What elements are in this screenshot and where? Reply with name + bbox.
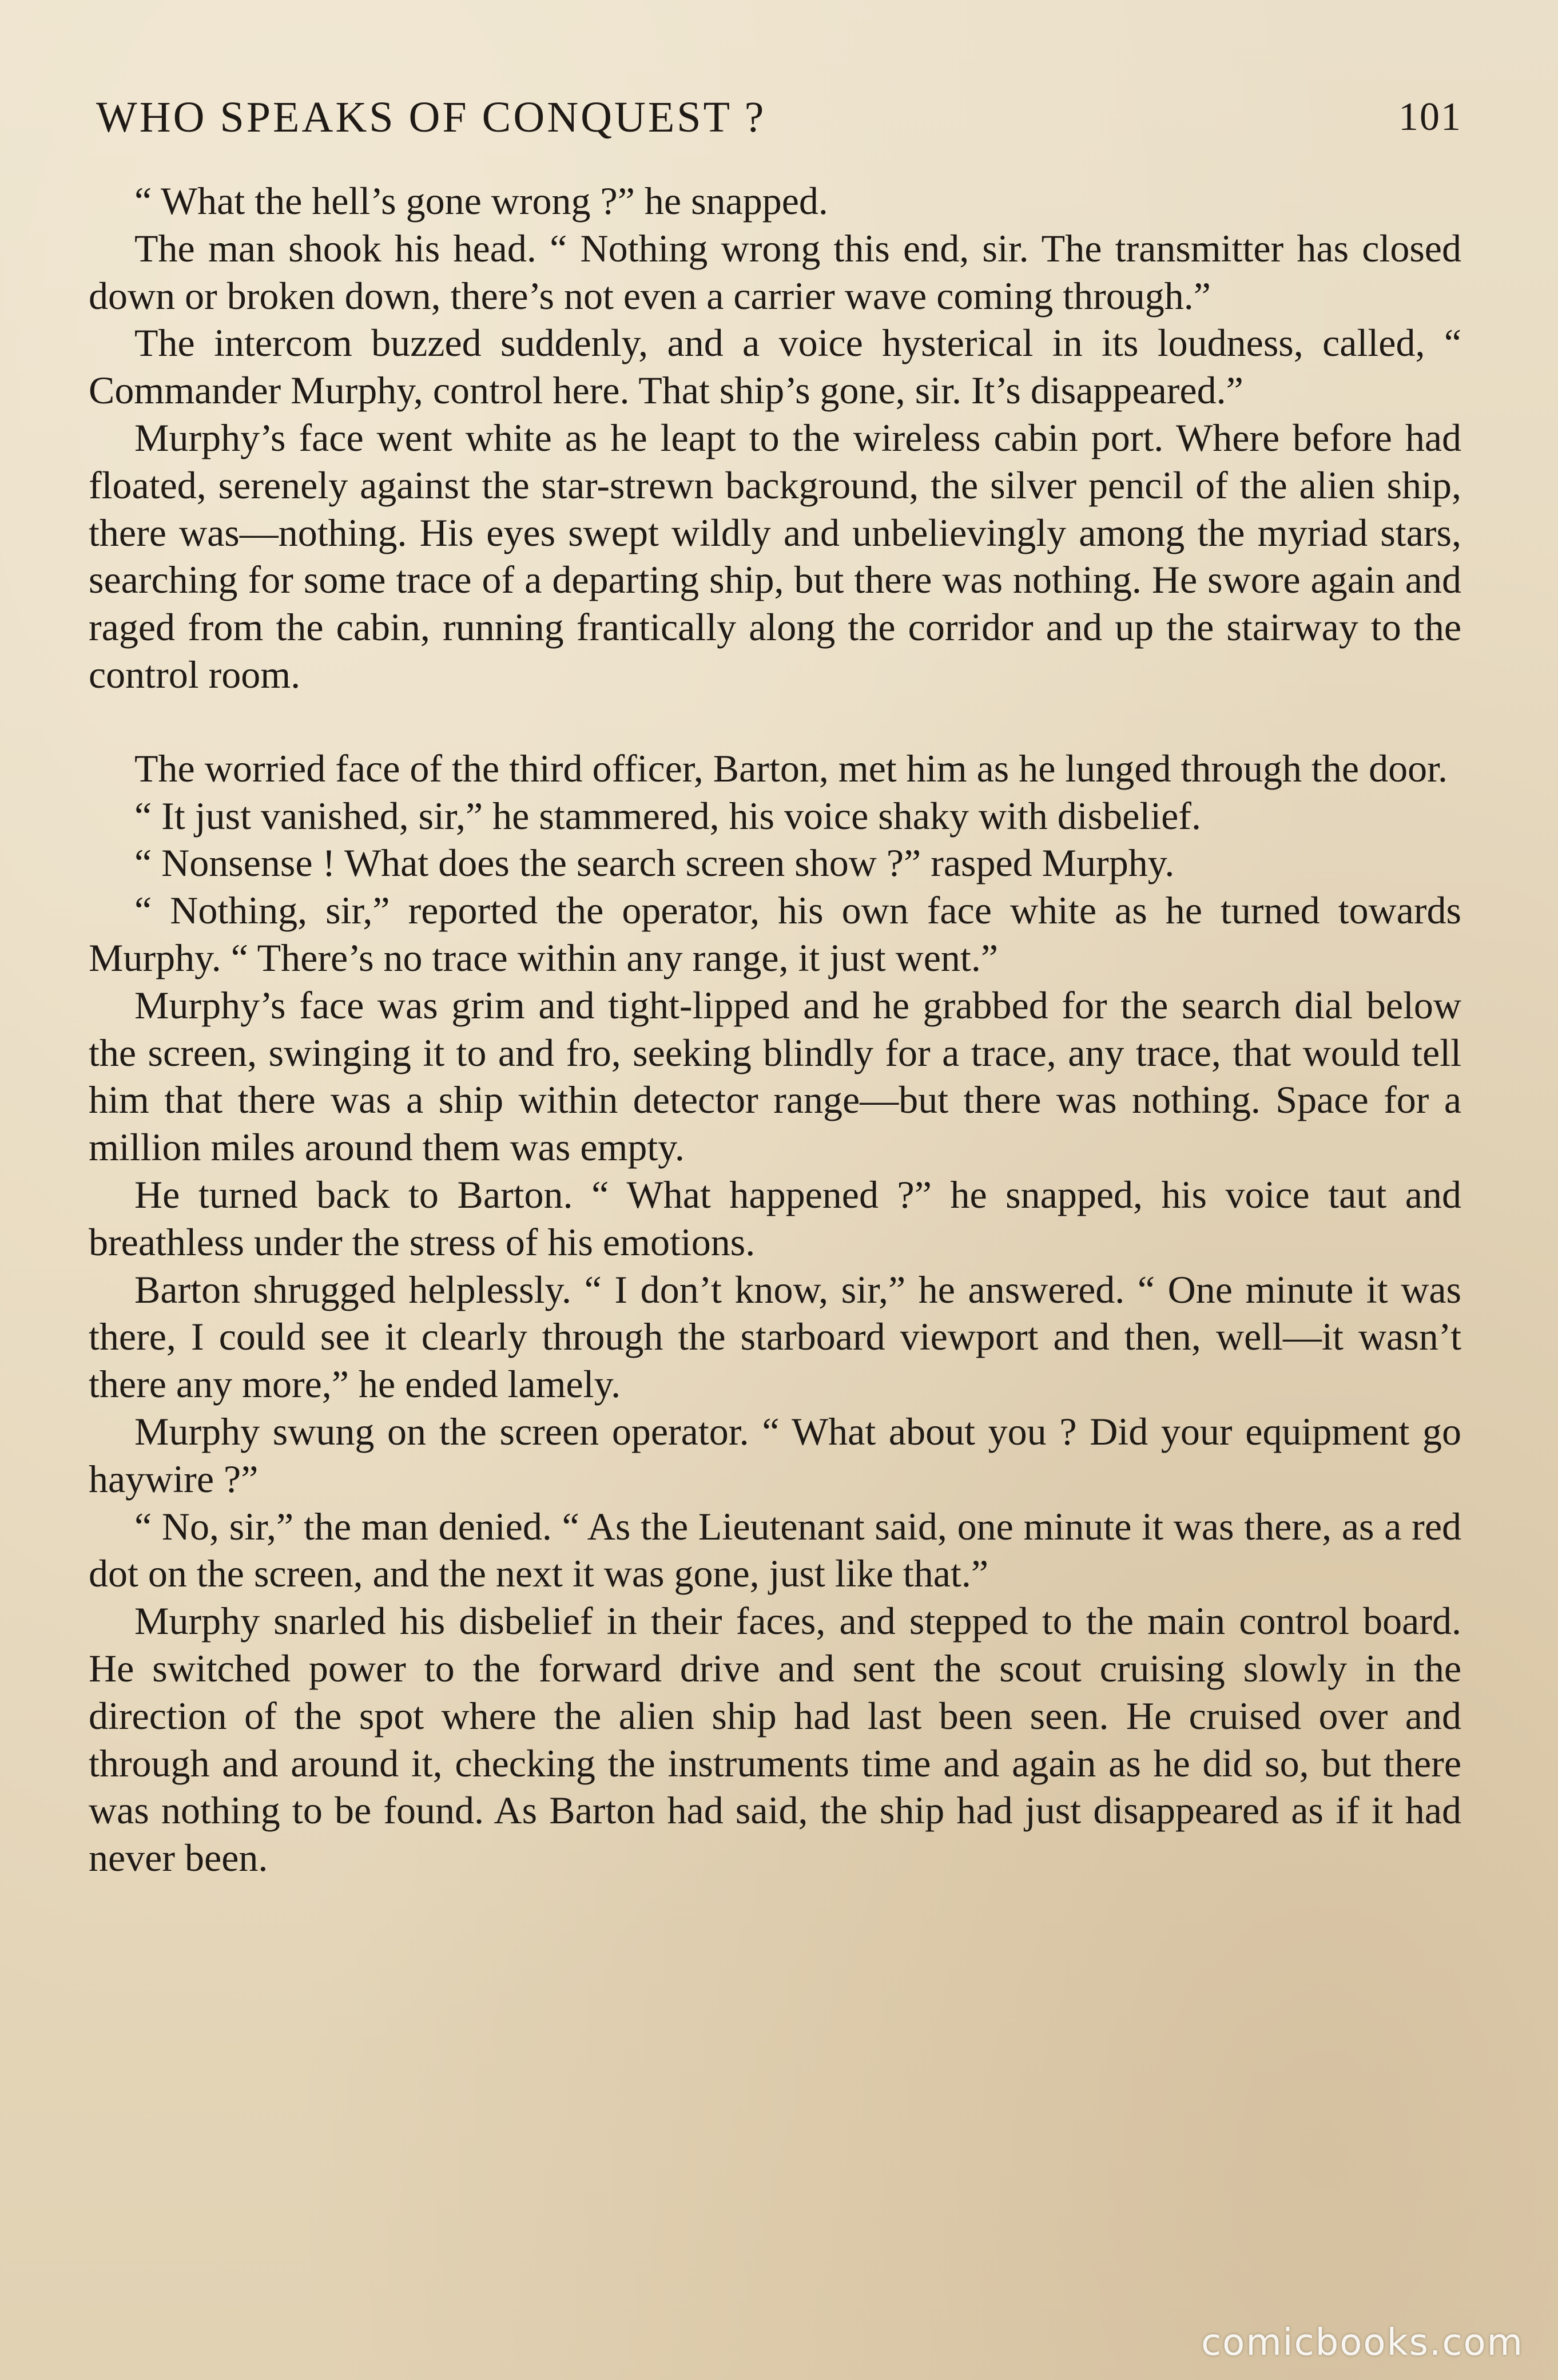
paragraph: Murphy swung on the screen operator. “ What about you ? Did your equipment go haywire ?” [89, 1409, 1461, 1501]
page-body [89, 177, 1461, 1882]
paragraph: The worried face of the third officer, Barton, met him as he lunged through the door. [134, 746, 1448, 790]
page-header [96, 86, 1462, 149]
paragraph: Murphy’s face was grim and tight-lipped and he grabbed for the search dial below the screen, swinging it to and fro, seeking blindly for a trace, any trace, that would tell him that there was a ship within detector range—but there was nothing. Space for a million miles around them was empty. [89, 983, 1461, 1169]
running-head: WHO SPEAKS OF CONQUEST ? [96, 93, 766, 141]
paragraph: “ What the hell’s gone wrong ?” he snapped. [134, 179, 828, 223]
paragraph: “ Nothing, sir,” reported the operator, his own face white as he turned towards Murphy. “ There’s no trace within any range, it just went.” [89, 888, 1461, 979]
paragraph: He turned back to Barton. “ What happened ?” he snapped, his voice taut and breathless under the stress of his emotions. [89, 1172, 1461, 1264]
paragraph: Murphy snarled his disbelief in their faces, and stepped to the main control board. He switched power to the forward drive and sent the scout cruising slowly in the direction of the spot where the alien ship had last been seen. He cruised over and through and around it, checking the instruments time and again as he did so, but there was nothing to be found. As Barton had said, the ship had just disappeared as if it had never been. [89, 1599, 1461, 1880]
watermark: comicbooks.com [1201, 2322, 1524, 2364]
paragraph: The man shook his head. “ Nothing wrong this end, sir. The transmitter has closed down or broken down, there’s not even a carrier wave coming through.” [89, 226, 1461, 318]
paragraph: Barton shrugged helplessly. “ I don’t know, sir,” he answered. “ One minute it was there, I could see it clearly through the starboard viewport and then, well—it wasn’t there any more,” he ended lamely. [89, 1267, 1461, 1406]
page-number: 101 [1398, 95, 1462, 139]
paragraph: The intercom buzzed suddenly, and a voice hysterical in its loudness, called, “ Commander Murphy, control here. That ship’s gone, sir. It’s disappeared.” [89, 321, 1461, 412]
paragraph: “ Nonsense ! What does the search screen show ?” rasped Murphy. [134, 841, 1175, 885]
paragraph: Murphy’s face went white as he leapt to the wireless cabin port. Where before had floated, serenely against the star-strewn background, the silver pencil of the alien ship, there was—nothing. His eyes swept wildly and unbelievingly among the myriad stars, searching for some trace of a departing ship, but there was nothing. He swore again and raged from the cabin, running frantically along the corridor and up the stairway to the control room. [89, 415, 1461, 696]
paragraph: “ It just vanished, sir,” he stammered, his voice shaky with disbelief. [134, 794, 1201, 838]
paragraph: “ No, sir,” the man denied. “ As the Lieutenant said, one minute it was there, as a red dot on the screen, and the next it was gone, just like that.” [89, 1504, 1461, 1596]
